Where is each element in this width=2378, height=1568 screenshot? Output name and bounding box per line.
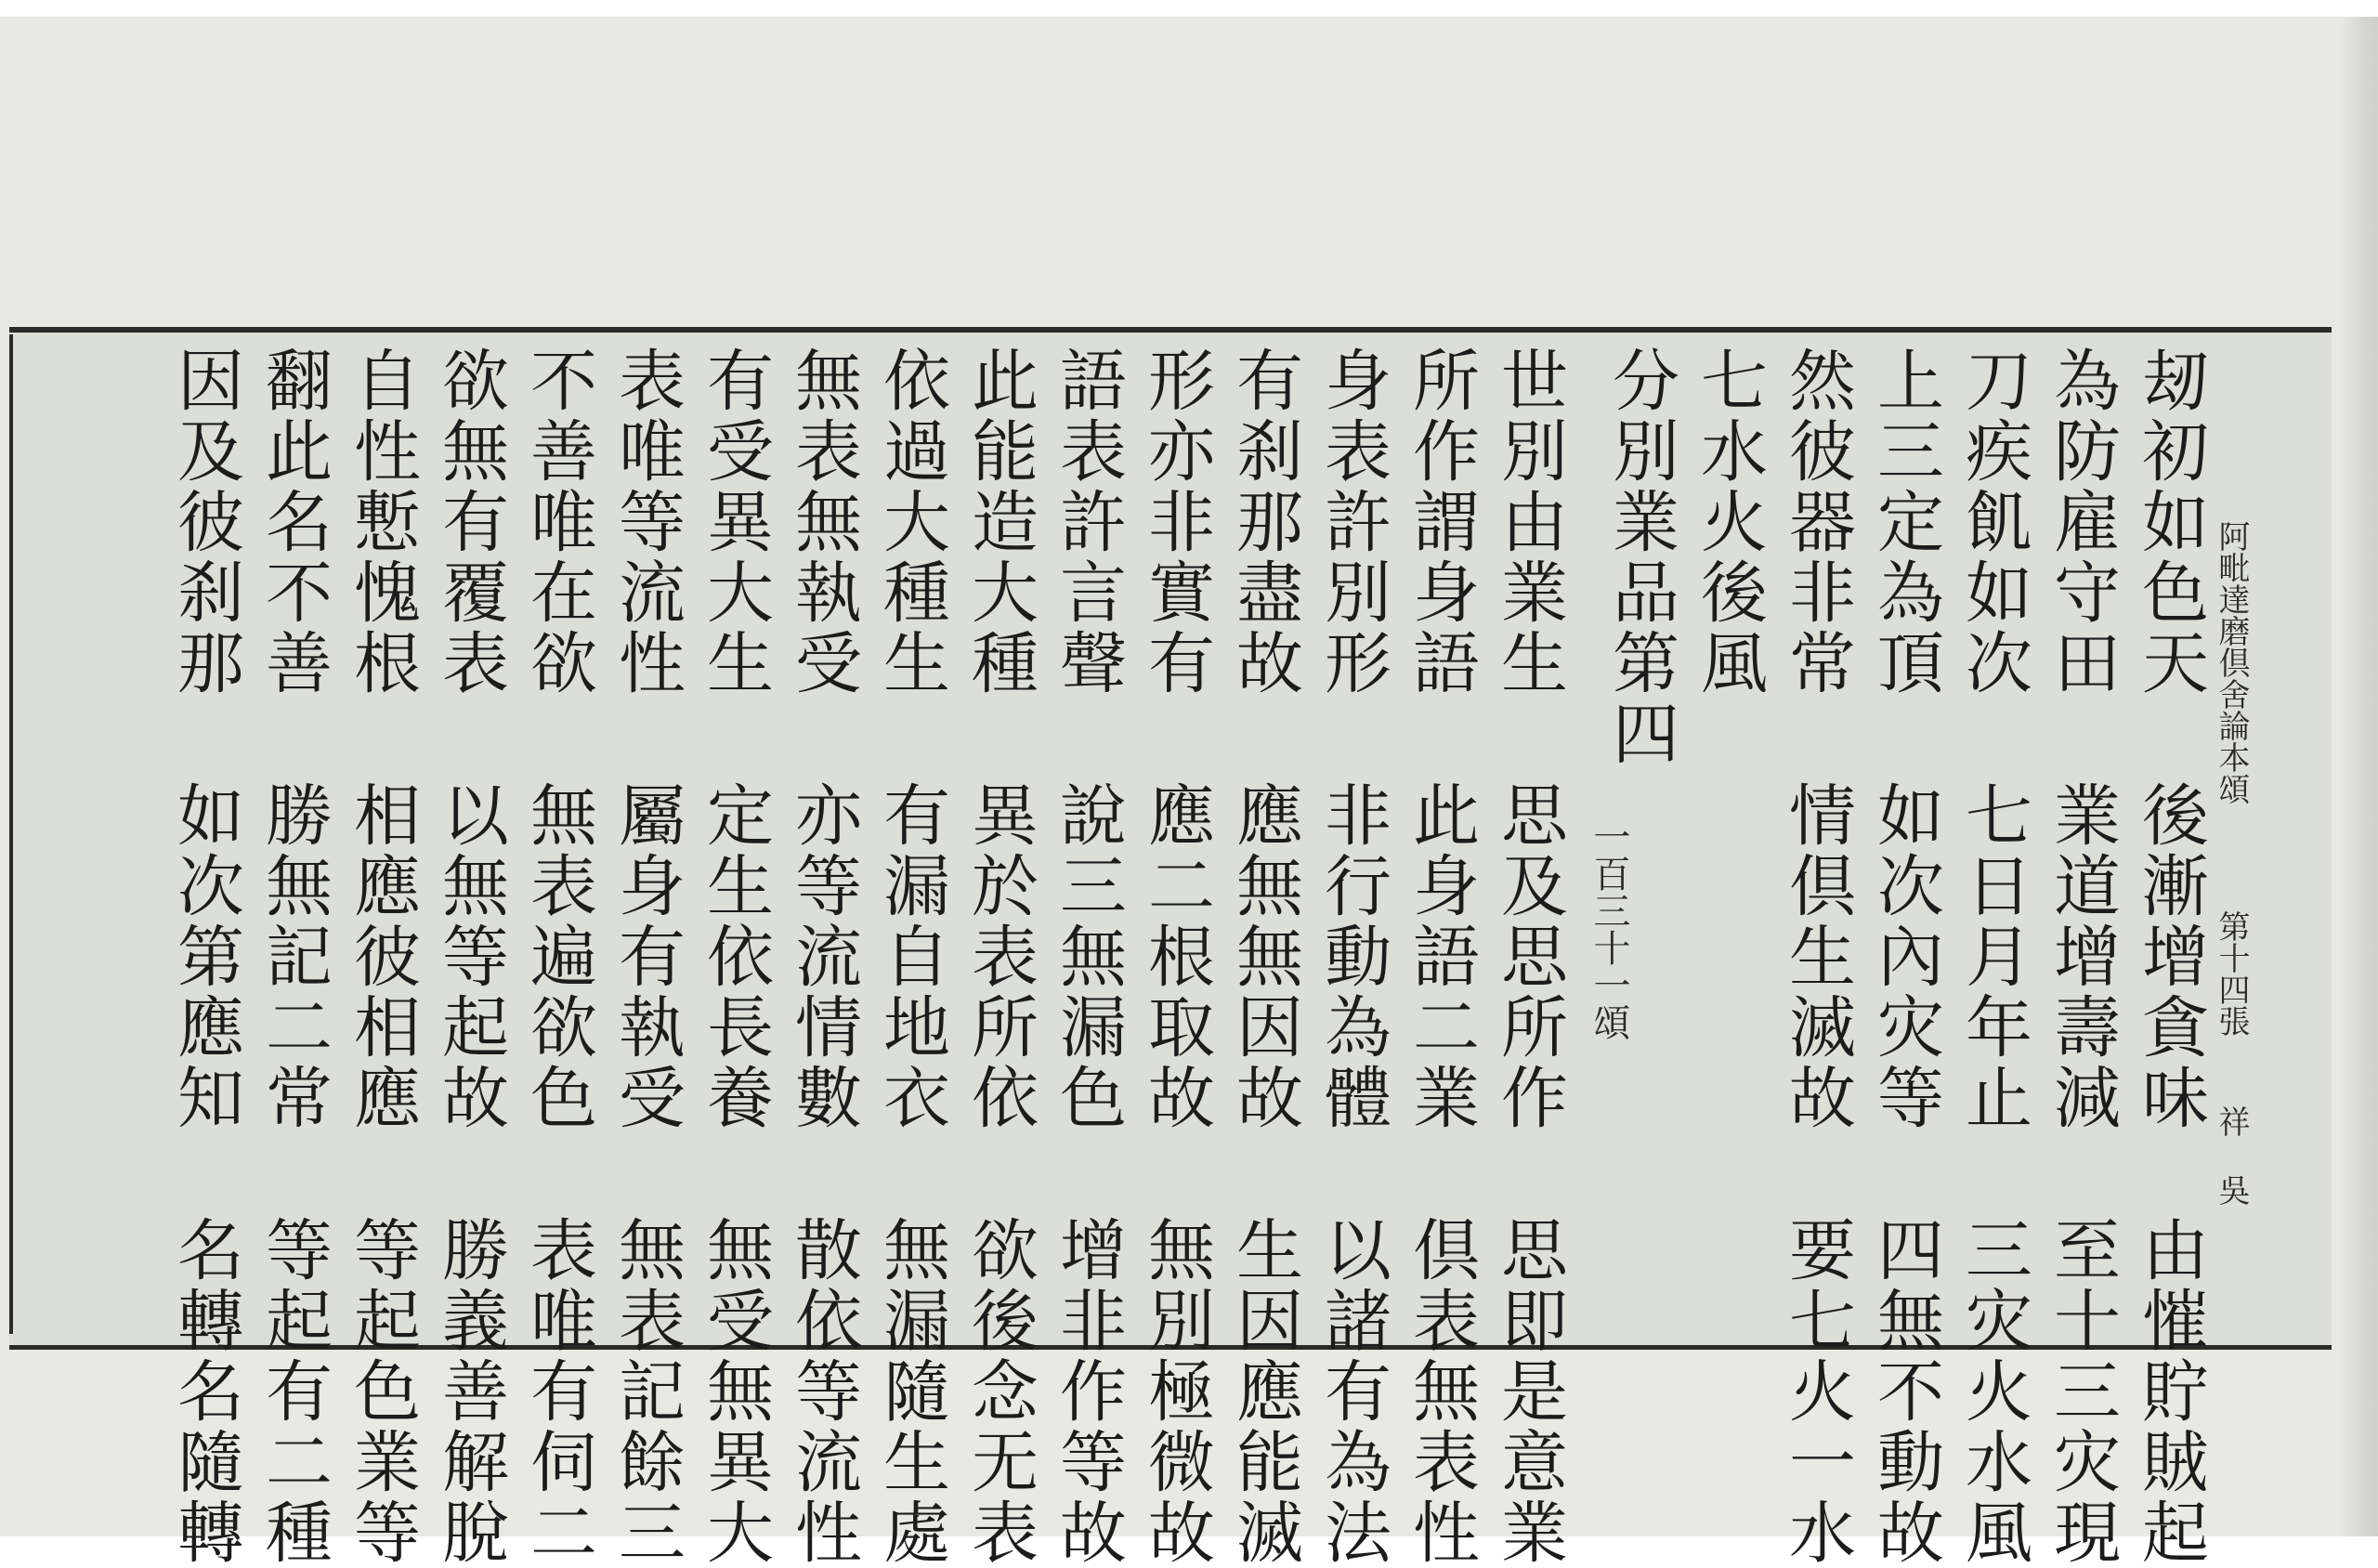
text-column: 不善唯在欲 無表遍欲色 表唯有伺二 [519, 346, 597, 1568]
chapter-heading: 分別業品第四 [1601, 346, 1679, 769]
text-column: 表唯等流性 屬身有執受 無表記餘三 [608, 346, 686, 1568]
text-column: 上三定為頂 如次內灾等 四無不動故 [1866, 346, 1944, 1568]
margin-title: 阿毗達磨倶舍論本頌 [2213, 520, 2250, 804]
text-column: 形亦非實有 應二根取故 無別極微故 [1137, 346, 1215, 1568]
text-column: 語表許言聲 說三無漏色 增非作等故 [1049, 346, 1127, 1568]
text-column: 有刹那盡故 應無無因故 生因應能滅 [1225, 346, 1303, 1568]
text-column: 有受異大生 定生依長養 無受無異大 [696, 346, 774, 1568]
left-border-rule [9, 334, 13, 1334]
verse-count: 一百三十一頌 [1588, 817, 1630, 1040]
text-column: 欲無有覆表 以無等起故 勝義善解脫 [431, 346, 509, 1568]
text-column: 翻此名不善 勝無記二常 等起有二種 [255, 346, 333, 1568]
text-column: 刀疾飢如次 七日月年止 三灾火水風 [1954, 346, 2032, 1568]
text-column: 依過大種生 有漏自地衣 無漏隨生處 [872, 346, 950, 1568]
text-column: 自性慙愧根 相應彼相應 等起色業等 [343, 346, 421, 1568]
text-column: 然彼器非常 情倶生滅故 要七火一水 [1778, 346, 1856, 1568]
text-column: 無表無執受 亦等流情數 散依等流性 [784, 346, 862, 1568]
text-column: 刼初如色天 後漸增貪味 由慛貯賊起 [2131, 346, 2209, 1568]
text-column: 為防雇守田 業道增壽減 至十三灾現 [2043, 346, 2121, 1568]
carver-name: 祥 吳 [2213, 1105, 2250, 1206]
text-column: 世別由業生 思及思所作 思即是意業 [1490, 346, 1568, 1568]
sheet-number: 第十四張 [2213, 910, 2250, 1037]
text-column: 因及彼刹那 如次第應知 名轉名隨轉 [166, 346, 244, 1568]
text-column: 身表許別形 非行動為體 以諸有為法 [1313, 346, 1392, 1568]
text-column: 所作謂身語 此身語二業 倶表無表性 [1402, 346, 1480, 1568]
text-column: 此能造大種 異於表所依 欲後念无表 [960, 346, 1039, 1568]
page-fold [2341, 17, 2378, 1536]
text-column: 七水火後風 [1690, 346, 1768, 699]
